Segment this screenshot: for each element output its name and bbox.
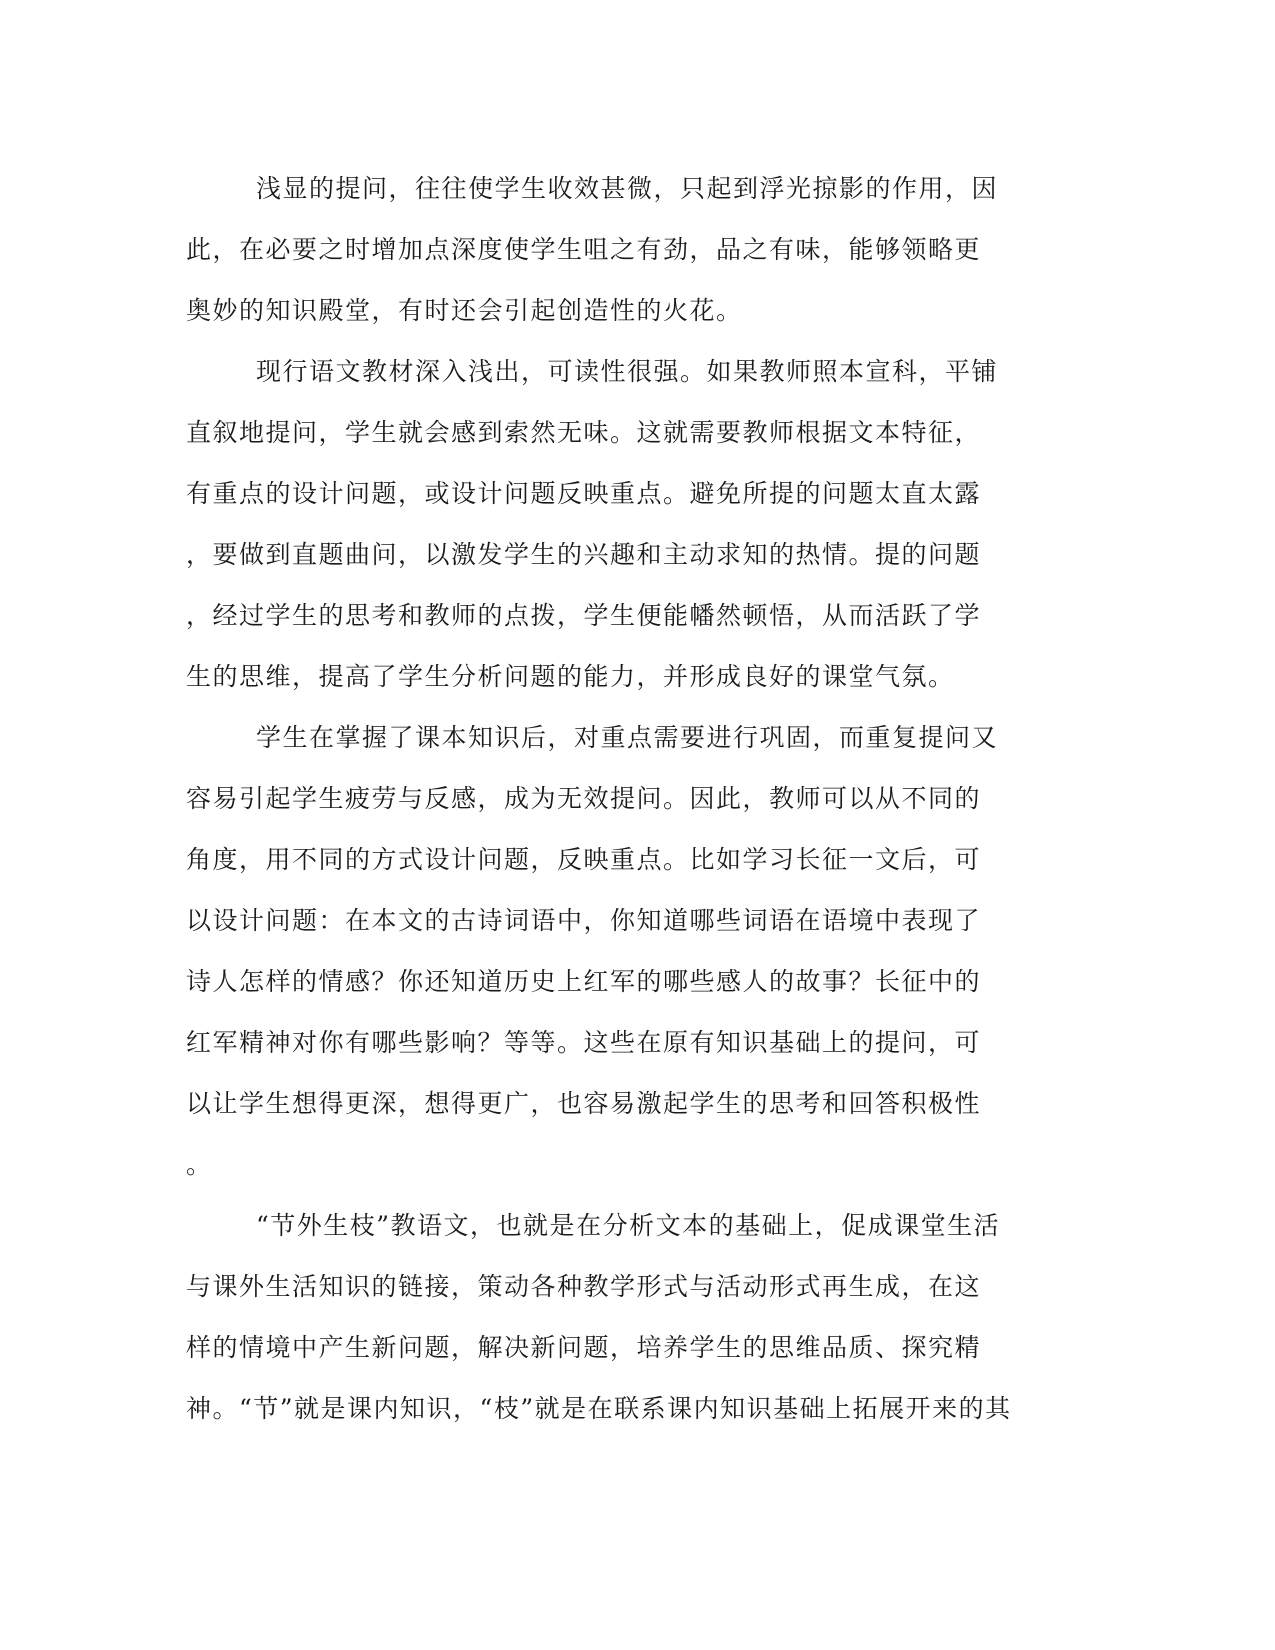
text-line: 。: [186, 1150, 213, 1179]
text-line: 奥妙的知识殿堂，有时还会引起创造性的火花。: [186, 296, 743, 325]
text-line: 生的思维，提高了学生分析问题的能力，并形成良好的课堂气氛。: [186, 662, 955, 691]
text-line: 直叙地提问，学生就会感到索然无味。这就需要教师根据文本特征，: [186, 418, 982, 447]
text-line: 以让学生想得更深，想得更广，也容易激起学生的思考和回答积极性: [186, 1089, 982, 1118]
paragraph-3: [186, 707, 1076, 1195]
text-line: 浅显的提问，往往使学生收效甚微，只起到浮光掠影的作用，因: [256, 174, 999, 203]
text-line: 红军精神对你有哪些影响？等等。这些在原有知识基础上的提问，可: [186, 1028, 982, 1057]
paragraph-4: [186, 1195, 1076, 1439]
text-line: 角度，用不同的方式设计问题，反映重点。比如学习长征一文后，可: [186, 845, 982, 874]
paragraph-2: [186, 341, 1076, 707]
text-line: 学生在掌握了课本知识后，对重点需要进行巩固，而重复提问又: [256, 723, 999, 752]
text-line: 神。“节”就是课内知识，“枝”就是在联系课内知识基础上拓展开来的其: [186, 1394, 1012, 1423]
text-line: 此，在必要之时增加点深度使学生咀之有劲，品之有味，能够领略更: [186, 235, 982, 264]
text-line: 有重点的设计问题，或设计问题反映重点。避免所提的问题太直太露: [186, 479, 982, 508]
text-line: 以设计问题：在本文的古诗词语中，你知道哪些词语在语境中表现了: [186, 906, 982, 935]
text-line: 样的情境中产生新问题，解决新问题，培养学生的思维品质、探究精: [186, 1333, 982, 1362]
text-line: 现行语文教材深入浅出，可读性很强。如果教师照本宣科，平铺: [256, 357, 999, 386]
text-line: 与课外生活知识的链接，策动各种教学形式与活动形式再生成，在这: [186, 1272, 982, 1301]
text-line: ，要做到直题曲问，以激发学生的兴趣和主动求知的热情。提的问题: [186, 540, 982, 569]
body-text: [186, 158, 1076, 1439]
text-line: 诗人怎样的情感？你还知道历史上红军的哪些感人的故事？长征中的: [186, 967, 982, 996]
text-line: ，经过学生的思考和教师的点拨，学生便能幡然顿悟，从而活跃了学: [186, 601, 982, 630]
paragraph-1: [186, 158, 1076, 341]
text-line: “节外生枝”教语文，也就是在分析文本的基础上，促成课堂生活: [256, 1211, 1001, 1240]
text-line: 容易引起学生疲劳与反感，成为无效提问。因此，教师可以从不同的: [186, 784, 982, 813]
